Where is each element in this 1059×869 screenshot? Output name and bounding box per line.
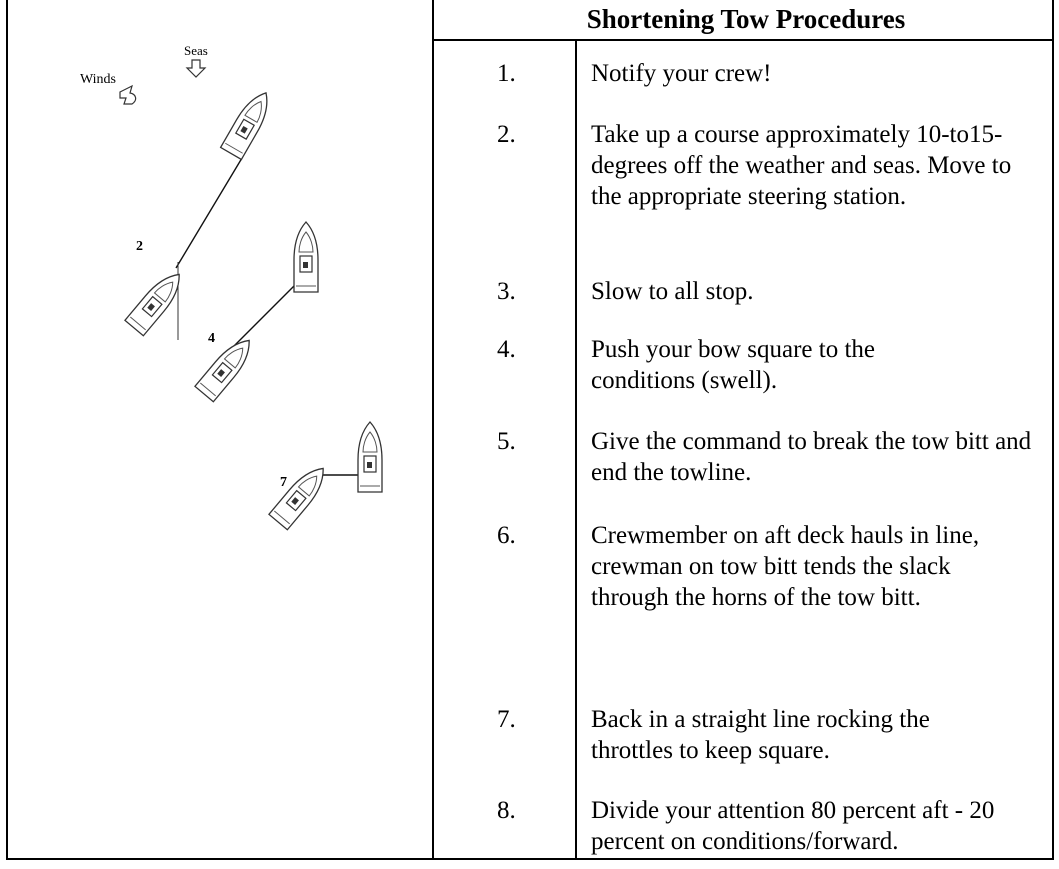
shortening-tow-diagram (8, 40, 428, 540)
step-number-6: 6. (497, 522, 516, 549)
table-title: Shortening Tow Procedures (586, 4, 906, 34)
towline-stage-2 (176, 158, 242, 268)
boat-icon (358, 422, 382, 492)
step-number-2: 2. (497, 121, 516, 148)
step-text-1: Notify your crew! (591, 60, 772, 87)
winds-label: Winds (80, 72, 116, 87)
title-underline (432, 39, 1054, 41)
boat-icon (269, 461, 332, 530)
step-text-5: Give the command to break the tow bitt and end the towline. (591, 428, 1032, 486)
stage-label-7: 7 (280, 475, 287, 490)
step-number-5: 5. (497, 428, 516, 455)
boat-icon (221, 87, 277, 160)
stage-label-4: 4 (208, 331, 215, 346)
step-text-8: Divide your attention 80 percent aft - 20 percent on conditions/forward. (591, 797, 995, 855)
boat-icon (294, 222, 318, 292)
step-text-3: Slow to all stop. (591, 278, 754, 305)
stage-label-2: 2 (136, 239, 143, 254)
step-number-7: 7. (497, 706, 516, 733)
winds-arrow-icon (120, 86, 136, 104)
step-text-2: Take up a course approximately 10-to15-degrees off the weather and seas. Move to the appropriate steering station. (591, 121, 1012, 210)
boat-icon (125, 267, 188, 336)
table-left-border (432, 0, 434, 860)
step-number-8: 8. (497, 797, 516, 824)
boat-icon (195, 333, 258, 402)
column-divider (575, 41, 577, 860)
seas-label: Seas (184, 43, 208, 58)
step-text-6: Crewmember on aft deck hauls in line, crewman on tow bitt tends the slack through the horns of the tow bitt. (591, 522, 980, 611)
step-number-3: 3. (497, 278, 516, 305)
step-text-7: Back in a straight line rocking the throttles to keep square. (591, 706, 930, 764)
step-number-1: 1. (497, 60, 516, 87)
step-text-4: Push your bow square to the conditions (swell). (591, 336, 875, 394)
towline-stage-4 (234, 280, 300, 346)
seas-arrow-icon (187, 60, 205, 77)
step-number-4: 4. (497, 336, 516, 363)
